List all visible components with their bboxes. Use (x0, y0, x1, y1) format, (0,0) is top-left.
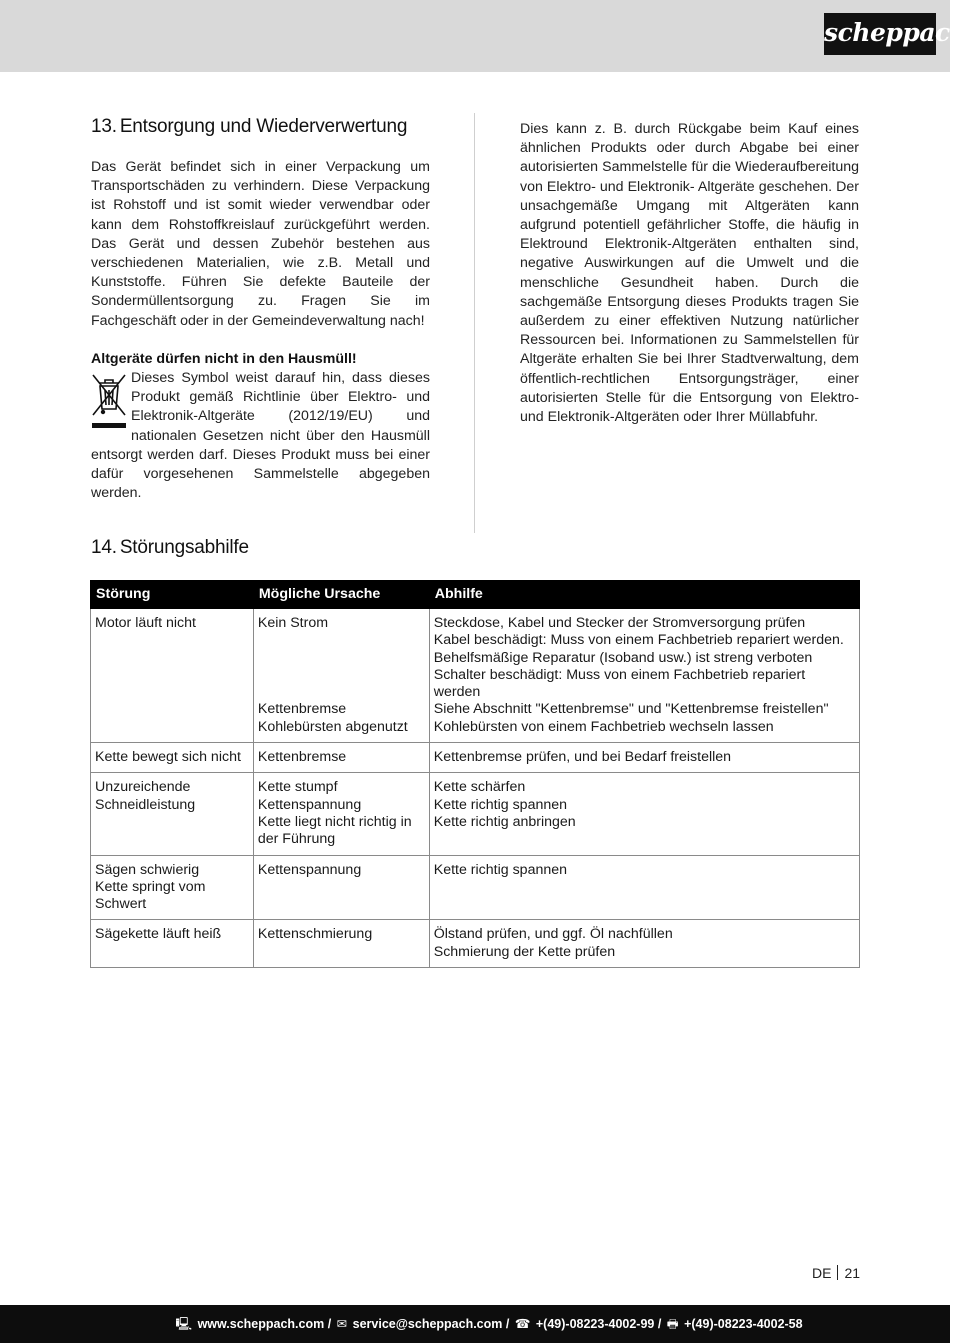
weee-warning-text: Dieses Symbol weist darauf hin, dass dieses Produkt gemäß Richtlinie über Elektro- und Elektronik-Altgeräte (2012/19/EU) und nationalen Gesetzen nicht über den Hausmüll entsorgt werden darf. Dieses Produkt muss bei einer dafür vorgesehenen Sammelstelle abgegeben werden. (91, 370, 430, 502)
section-13-left-column (91, 116, 430, 503)
cause-cell (253, 855, 429, 920)
remedy-cell-line: Behelfsmäßige Reparatur (Isoband usw.) ist streng verboten (433, 649, 813, 666)
cause-cell-line: Kettenbremse (257, 701, 347, 718)
remedy-cell-line: Kettenbremse prüfen, und bei Bedarf freistellen (433, 749, 732, 766)
cause-cell-line: Kohlebürsten abgenutzt (257, 718, 408, 735)
table-row (91, 855, 860, 920)
remedy-cell-line: Kette richtig anbringen (433, 813, 576, 830)
cause-cell-line: der Führung (257, 831, 336, 848)
remedy-cell-line: Kette schärfen (433, 779, 526, 796)
cause-cell-line: Kettenspannung (257, 796, 362, 813)
fault-cell (91, 743, 254, 773)
cause-cell (253, 920, 429, 968)
column-divider (474, 113, 475, 533)
remedy-cell-line: Kette richtig spannen (433, 861, 568, 878)
footer-separator-3: / (654, 1317, 665, 1331)
cause-cell-line: Kettenschmierung (257, 926, 373, 943)
page-number (812, 1265, 860, 1281)
remedy-cell (429, 920, 859, 968)
footer-separator-1: / (324, 1317, 335, 1331)
packaging-paragraph: Das Gerät befindet sich in einer Verpackung um Transportschäden zu verhindern. Diese Verpackung ist Rohstoff und ist somit wieder verwendbar oder kann dem Rohstoffkreislauf zurückgeführt werden. Das Gerät und dessen Zubehör bestehen aus verschiedenen Materialien, wie z.B. Metall und Kunststoffe. Führen Sie defekte Bauteile der Sondermüllentsorgung zu. Fragen Sie im Fachgeschäft oder in der Gemeindeverwaltung nach! (91, 159, 430, 329)
crossed-out-wheelie-bin-icon (91, 371, 127, 433)
cause-cell-line: Kette stumpf (257, 779, 338, 796)
remedy-cell-line: Kohlebürsten von einem Fachbetrieb wechseln lassen (433, 718, 774, 735)
footer-website: www.scheppach.com (197, 1317, 325, 1331)
disposal-paragraph: Dies kann z. B. durch Rückgabe beim Kauf eines ähnlichen Produkts oder durch Abgabe bei einer autorisierten Sammelstelle für die Wiederaufbereitung von Elektro- und Elektronik- Altgeräte geschehen. Der unsachgemäße Umgang mit Altgeräten kann aufgrund potentiell gefährlicher Stoffe, die häufig in Elektround Elektronik-Altgeräten enthalten sind, negative Auswirkungen auf die Umwelt und die menschliche Gesundheit haben. Durch die sachgemäße Entsorgung dieses Produkts tragen Sie außerdem zu einer effektiven Nutzung natürlicher Ressourcen bei. Informationen zu Sammelstellen für Altgeräte erhalten Sie bei Ihrer Stadtverwaltung, dem öffentlich-rechtlichen Entsorgungsträger, einer autorisierten Stelle für die Entsorgung von Elektro- und Elektronik-Altgeräten oder Ihrer Müllabfuhr. (520, 121, 859, 426)
section-13-number: 13. (91, 116, 117, 137)
footer-separator-2: / (502, 1317, 513, 1331)
fault-cell (91, 609, 254, 743)
remedy-cell (429, 855, 859, 920)
fault-cell-line: Schneidleistung (95, 796, 196, 813)
remedy-cell (429, 773, 859, 855)
fault-cell-line: Sägen schwierig (95, 861, 200, 878)
cause-cell-line (258, 632, 424, 649)
section-13-right-column (520, 120, 859, 427)
header-fault: Störung (91, 581, 254, 609)
page-number-value: 21 (844, 1265, 861, 1281)
cause-cell-line: Kette liegt nicht richtig in (257, 813, 412, 830)
troubleshooting-table (90, 580, 860, 968)
footer-fax: +(49)-08223-4002-58 (684, 1317, 803, 1331)
weee-notice (91, 369, 430, 503)
cause-cell-line (258, 684, 424, 701)
remedy-cell-line: Siehe Abschnitt "Kettenbremse" und "Kettenbremse freistellen" (433, 701, 829, 718)
cause-cell-line: Kettenspannung (257, 861, 362, 878)
fault-cell-line: Kette bewegt sich nicht (95, 749, 241, 766)
remedy-cell-line: Kette richtig spannen (433, 796, 568, 813)
cause-cell (253, 609, 429, 743)
footer-email: service@scheppach.com (352, 1317, 503, 1331)
fault-cell-line: Schwert (95, 896, 147, 913)
weee-warning-title: Altgeräte dürfen nicht in den Hausmüll! (91, 350, 357, 367)
scheppach-logo: scheppach (824, 13, 936, 55)
computer-icon: 🖳 (175, 1317, 193, 1331)
fault-cell (91, 773, 254, 855)
fault-cell (91, 855, 254, 920)
cause-cell (253, 773, 429, 855)
remedy-cell-line: Ölstand prüfen, und ggf. Öl nachfüllen (433, 926, 673, 943)
header-remedy: Abhilfe (429, 581, 859, 609)
cause-cell-line (258, 667, 424, 684)
remedy-cell (429, 743, 859, 773)
cause-cell-line (258, 650, 424, 667)
page-number-separator (837, 1265, 838, 1280)
cause-cell-line: Kettenbremse (257, 749, 347, 766)
remedy-cell-line: Kabel beschädigt: Muss von einem Fachbetrieb repariert werden. (433, 632, 844, 649)
table-row (91, 609, 860, 743)
header-band (0, 0, 950, 72)
cause-cell-line: Kein Strom (257, 615, 329, 631)
remedy-cell-line: werden (433, 684, 481, 701)
envelope-icon: ✉ (336, 1317, 348, 1331)
remedy-cell-line: Steckdose, Kabel und Stecker der Stromversorgung prüfen (433, 615, 806, 631)
footer-bar (0, 1305, 950, 1343)
section-13-heading (91, 116, 430, 138)
table-body (91, 609, 860, 968)
cause-cell (253, 743, 429, 773)
fault-cell-line: Motor läuft nicht (95, 615, 196, 631)
fault-cell (91, 920, 254, 968)
footer-phone: +(49)-08223-4002-99 (535, 1317, 655, 1331)
fault-cell-line: Kette springt vom (95, 878, 206, 895)
fault-cell-line: Unzureichende (95, 779, 191, 796)
table-row (91, 743, 860, 773)
table-row (91, 773, 860, 855)
section-13-title: Entsorgung und Wiederverwertung (119, 116, 408, 137)
section-14-heading (91, 537, 249, 559)
fax-icon: 🖶 (666, 1317, 679, 1331)
section-14-title: Störungsabhilfe (119, 537, 249, 558)
page-language: DE (812, 1265, 832, 1281)
fault-cell-line: Sägekette läuft heiß (95, 926, 222, 943)
table-header-row (91, 581, 860, 609)
telephone-icon: ☎ (514, 1317, 531, 1331)
table-row (91, 920, 860, 968)
remedy-cell (429, 609, 859, 743)
header-cause: Mögliche Ursache (253, 581, 429, 609)
remedy-cell-line: Schmierung der Kette prüfen (433, 943, 616, 960)
section-14-number: 14. (91, 537, 117, 558)
remedy-cell-line: Schalter beschädigt: Muss von einem Fachbetrieb repariert (433, 666, 806, 683)
